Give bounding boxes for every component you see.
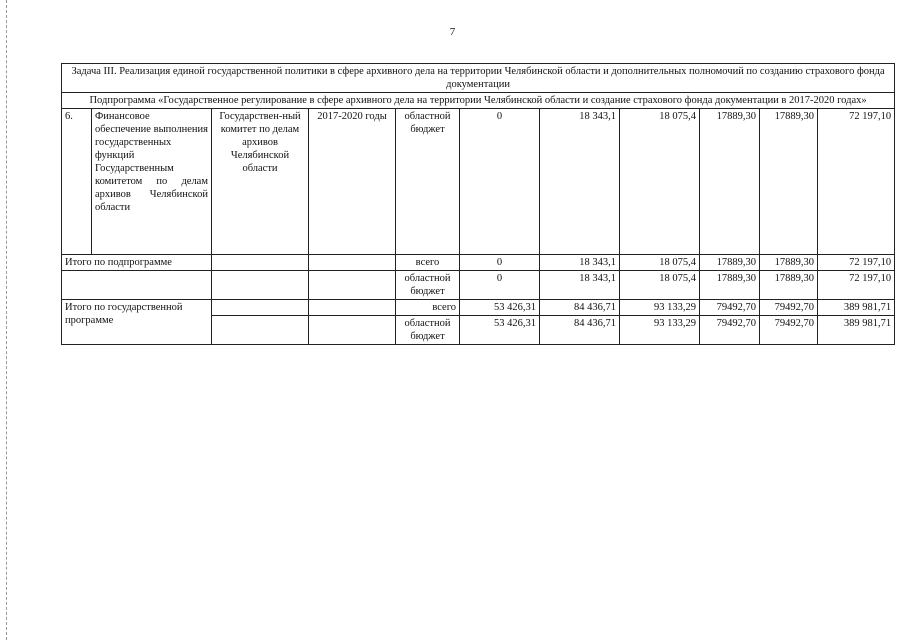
task-heading-row [62, 64, 895, 93]
value-cell: 72 197,10 [818, 255, 895, 271]
value-cell: 72 197,10 [818, 271, 895, 300]
item-source: областной бюджет [396, 109, 460, 255]
value-cell: 93 133,29 [620, 300, 700, 316]
budget-table [61, 63, 895, 345]
row-source: областной бюджет [396, 271, 460, 300]
item-executor: Государствен-ный комитет по делам архивов Челябинской области [212, 109, 309, 255]
left-margin-rule [6, 0, 7, 640]
subprogram-total-label: Итого по подпрограмме [62, 255, 212, 271]
program-total-label: Итого по государственной программе [62, 300, 212, 345]
value-cell: 18 343,1 [540, 255, 620, 271]
row-source: всего [396, 255, 460, 271]
value-cell: 17889,30 [700, 255, 760, 271]
empty-cell [212, 271, 309, 300]
value-cell: 389 981,71 [818, 300, 895, 316]
item-name: Финансовое обеспечение выполнения государственных функций Государственным комитетом по делам архивов Челябинской области [92, 109, 212, 255]
empty-cell [309, 271, 396, 300]
value-cell: 389 981,71 [818, 316, 895, 345]
value-cell: 84 436,71 [540, 300, 620, 316]
subprogram-heading: Подпрограмма «Государственное регулирование в сфере архивного дела на территории Челябинской области и создание страхового фонда документации в 2017-2020 годах» [62, 93, 895, 109]
value-cell: 79492,70 [760, 316, 818, 345]
value-cell: 93 133,29 [620, 316, 700, 345]
empty-cell [212, 316, 309, 345]
value-cell: 0 [460, 255, 540, 271]
value-cell: 53 426,31 [460, 316, 540, 345]
value-cell: 17889,30 [700, 109, 760, 255]
value-cell: 17889,30 [760, 271, 818, 300]
subprogram-heading-row [62, 93, 895, 109]
empty-cell [309, 316, 396, 345]
empty-cell [212, 300, 309, 316]
value-cell: 53 426,31 [460, 300, 540, 316]
value-cell: 18 343,1 [540, 271, 620, 300]
value-cell: 0 [460, 271, 540, 300]
value-cell: 79492,70 [700, 300, 760, 316]
value-cell: 18 075,4 [620, 109, 700, 255]
value-cell: 18 075,4 [620, 271, 700, 300]
table-row [62, 109, 895, 255]
empty-cell [309, 300, 396, 316]
value-cell: 79492,70 [700, 316, 760, 345]
value-cell: 18 075,4 [620, 255, 700, 271]
value-cell: 17889,30 [760, 109, 818, 255]
value-cell: 84 436,71 [540, 316, 620, 345]
empty-cell [62, 271, 212, 300]
value-cell: 18 343,1 [540, 109, 620, 255]
empty-cell [212, 255, 309, 271]
table-row [62, 271, 895, 300]
item-number: 6. [62, 109, 92, 255]
value-cell: 0 [460, 109, 540, 255]
task-heading: Задача III. Реализация единой государственной политики в сфере архивного дела на территории Челябинской области и дополнительных полномочий по созданию страхового фонда документации [62, 64, 895, 93]
page-number: 7 [449, 26, 456, 38]
table-row [62, 255, 895, 271]
item-period: 2017-2020 годы [309, 109, 396, 255]
row-source: областной бюджет [396, 316, 460, 345]
empty-cell [309, 255, 396, 271]
row-source: всего [396, 300, 460, 316]
value-cell: 79492,70 [760, 300, 818, 316]
value-cell: 72 197,10 [818, 109, 895, 255]
value-cell: 17889,30 [700, 271, 760, 300]
value-cell: 17889,30 [760, 255, 818, 271]
table-row [62, 300, 895, 316]
